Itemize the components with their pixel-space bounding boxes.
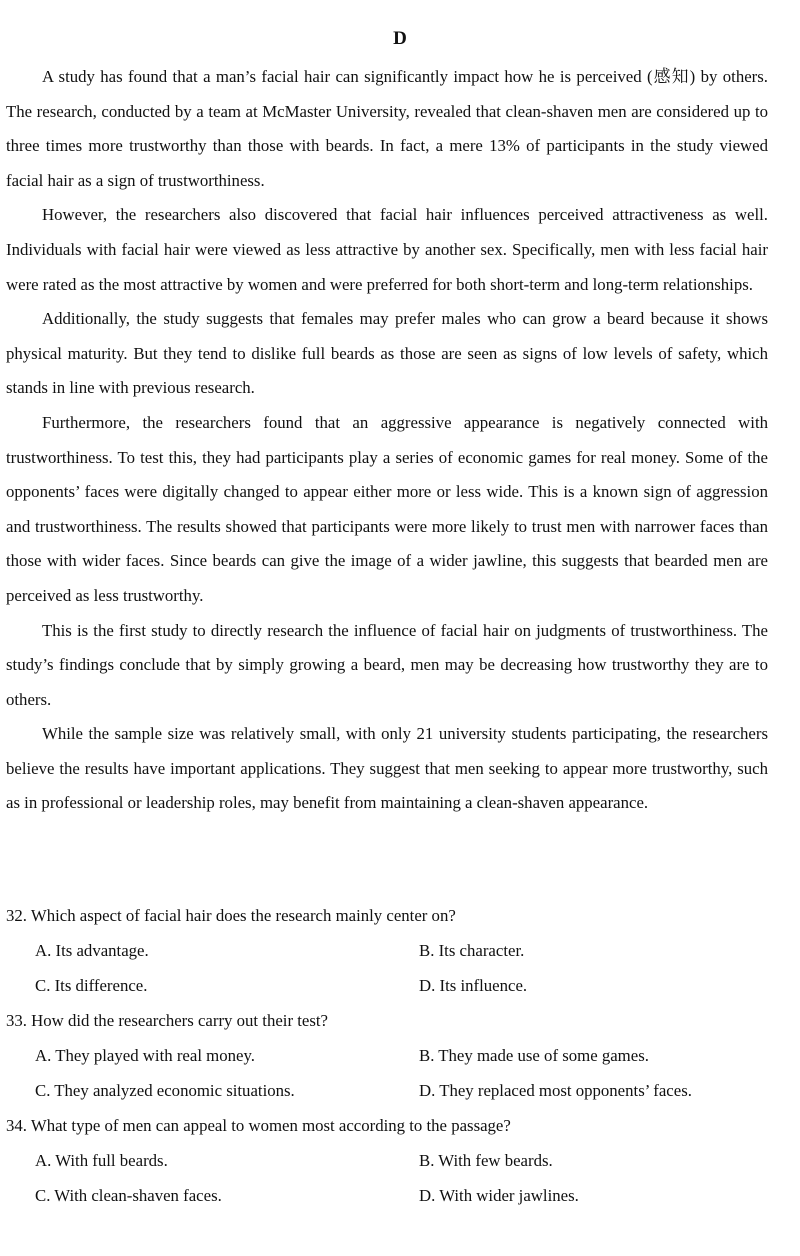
option-b: B. They made use of some games. [419,1046,649,1065]
question-stem: 33. How did the researchers carry out their test? [6,1011,328,1030]
option-row [6,968,768,1003]
question-34 [6,1108,768,1213]
option-a: A. They played with real money. [35,1046,255,1065]
option-d: D. With wider jawlines. [419,1186,579,1205]
option-d: D. They replaced most opponents’ faces. [419,1081,692,1100]
passage-paragraph: Furthermore, the researchers found that an aggressive appearance is negatively connected with trustworthiness. To test this, they had participants play a series of economic games for real money. Some of the opponents’ faces were digitally changed to appear either more or less wide. This is a known sign of aggression and trustworthiness. The results showed that participants were more likely to trust men with narrower faces than those with wider faces. Since beards can give the image of a wider jawline, this suggests that bearded men are perceived as less trustworthy. [6,412,768,605]
option-c: C. Its difference. [35,976,148,995]
passage-paragraph: Additionally, the study suggests that females may prefer males who can grow a beard because it shows physical maturity. But they tend to dislike full beards as those are seen as signs of low levels of safety, which stands in line with previous research. [6,309,768,398]
option-a: A. Its advantage. [35,941,149,960]
question-stem: 32. Which aspect of facial hair does the research mainly center on? [6,906,456,925]
passage-paragraph: A study has found that a man’s facial hair can significantly impact how he is perceived (感知) by others. The research, conducted by a team at McMaster University, revealed that clean-shaven men are considered up to three times more trustworthy than those with beards. In fact, a mere 13% of participants in the study viewed facial hair as a sign of trustworthiness. [6,67,768,190]
reading-passage [6,60,768,821]
option-a: A. With full beards. [35,1151,168,1170]
passage-paragraph: However, the researchers also discovered that facial hair influences perceived attractiveness as well. Individuals with facial hair were viewed as less attractive by another sex. Specifically, men with less facial hair were rated as the most attractive by women and were preferred for both short-term and long-term relationships. [6,205,768,294]
option-d: D. Its influence. [419,976,528,995]
option-row [6,1178,768,1213]
passage-paragraph: This is the first study to directly research the influence of facial hair on judgments of trustworthiness. The study’s findings conclude that by simply growing a beard, men may be decreasing how trustworthy they are to others. [6,620,768,709]
question-33 [6,1003,768,1108]
option-b: B. Its character. [419,941,525,960]
question-stem: 34. What type of men can appeal to women most according to the passage? [6,1116,511,1135]
option-row [6,1038,768,1073]
question-list [6,898,768,1213]
option-row [6,933,768,968]
question-32 [6,898,768,1003]
option-c: C. They analyzed economic situations. [35,1081,295,1100]
passage-paragraph: While the sample size was relatively small, with only 21 university students participating, the researchers believe the results have important applications. They suggest that men seeking to appear more trustworthy, such as in professional or leadership roles, may benefit from maintaining a clean-shaven appearance. [6,724,768,813]
section-label: D [393,28,407,49]
option-row [6,1143,768,1178]
option-row [6,1073,768,1108]
option-c: C. With clean-shaven faces. [35,1186,222,1205]
option-b: B. With few beards. [419,1151,553,1170]
